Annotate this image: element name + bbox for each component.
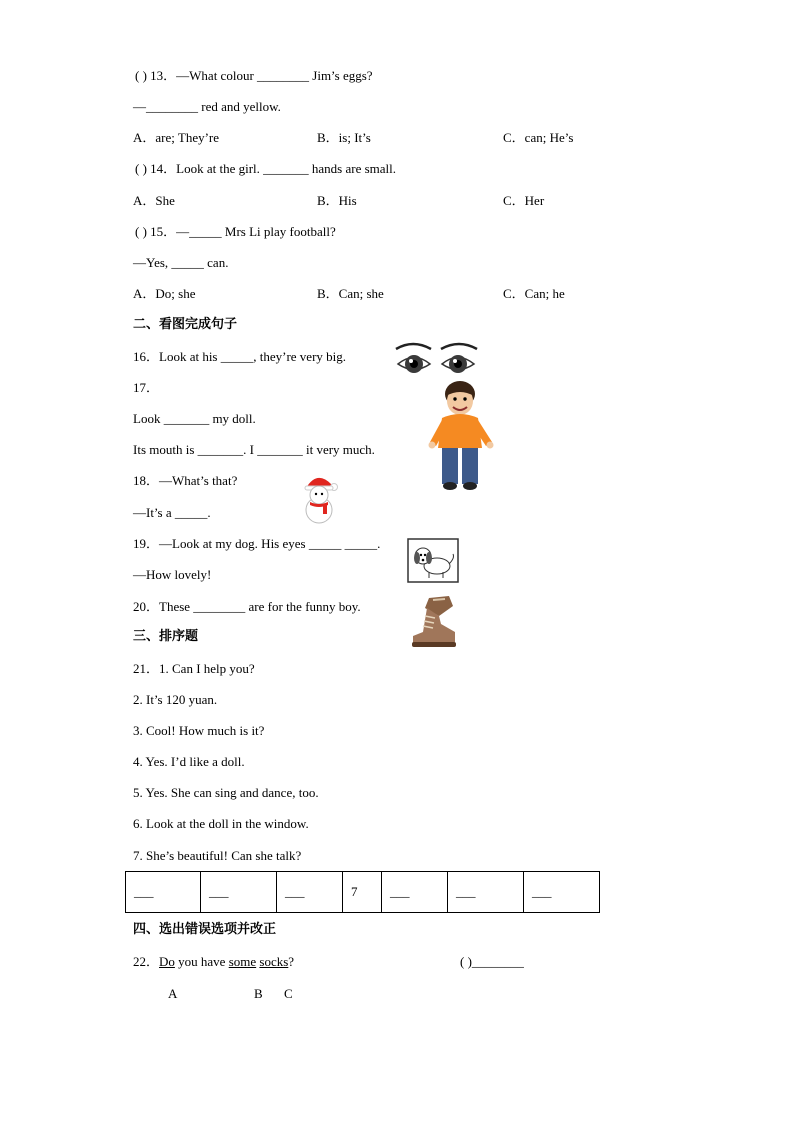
eyes-picture	[393, 341, 479, 379]
q15-option-c[interactable]: C．Can; he	[503, 286, 565, 301]
order-line-2: 2. It’s 120 yuan.	[133, 692, 218, 707]
q18-line2: —It’s a _____.	[133, 505, 211, 520]
q17-line2: Its mouth is _______. I _______ it very much.	[133, 442, 375, 457]
order-line-6: 6. Look at the doll in the window.	[133, 816, 309, 831]
shoes-picture	[409, 594, 459, 650]
answer-cell-4: 7	[343, 872, 382, 913]
q22-label-c: C	[284, 986, 293, 1001]
q13-option-b[interactable]: B．is; It’s	[317, 130, 371, 145]
order-line-3: 3. Cool! How much is it?	[133, 723, 265, 738]
q15-stem: ( ) 15．—_____ Mrs Li play football?	[135, 224, 336, 239]
snowman-picture	[297, 472, 341, 524]
q22-word-c: socks	[259, 954, 289, 969]
order-line-5: 5. Yes. She can sing and dance, too.	[133, 785, 319, 800]
q22-text-3: ?	[288, 954, 295, 969]
q14-option-a[interactable]: A．She	[133, 193, 175, 208]
answer-cell-5[interactable]: ___	[382, 872, 448, 913]
q13-option-c[interactable]: C．can; He’s	[503, 130, 574, 145]
answer-cell-2[interactable]: ___	[201, 872, 277, 913]
q13-option-a[interactable]: A．are; They’re	[133, 130, 220, 145]
dog-picture	[407, 538, 459, 583]
q15-option-a[interactable]: A．Do; she	[133, 286, 196, 301]
order-line-7: 7. She’s beautiful! Can she talk?	[133, 848, 302, 863]
q22-label-b: B	[254, 986, 263, 1001]
section4-title: 四、选出错误选项并改正	[133, 922, 277, 937]
order-line-1: 21．1. Can I help you?	[133, 661, 255, 676]
q22-answer-blank[interactable]: ( )________	[460, 954, 524, 969]
q16-text: 16．Look at his _____, they’re very big.	[133, 349, 347, 364]
answer-cell-7[interactable]: ___	[524, 872, 600, 913]
answer-cell-3[interactable]: ___	[277, 872, 343, 913]
q19-line1: 19．—Look at my dog. His eyes _____ _____.	[133, 536, 381, 551]
answer-cell-1[interactable]: ___	[126, 872, 201, 913]
q19-line2: —How lovely!	[133, 567, 212, 582]
table-row	[126, 872, 600, 913]
q14-option-b[interactable]: B．His	[317, 193, 357, 208]
q22-number: 22．	[133, 954, 160, 969]
q15-reply: —Yes, _____ can.	[133, 255, 229, 270]
q14-option-c[interactable]: C．Her	[503, 193, 545, 208]
q22-text-1: you have	[174, 954, 229, 969]
q17-line1: Look _______ my doll.	[133, 411, 256, 426]
q14-stem: ( ) 14．Look at the girl. _______ hands are small.	[135, 161, 397, 176]
q22-label-a: A	[168, 986, 178, 1001]
q13-reply: —________ red and yellow.	[133, 99, 281, 114]
doll-picture	[426, 378, 498, 492]
answer-cell-6[interactable]: ___	[448, 872, 524, 913]
q13-stem: ( ) 13．—What colour ________ Jim’s eggs?	[135, 68, 373, 83]
order-line-4: 4. Yes. I’d like a doll.	[133, 754, 245, 769]
order-answer-table	[125, 871, 600, 913]
q22-word-b: some	[228, 954, 257, 969]
q17-number: 17．	[133, 380, 160, 395]
q22-word-a: Do	[159, 954, 175, 969]
section3-title: 三、排序题	[133, 629, 199, 644]
q20-text: 20．These ________ are for the funny boy.	[133, 599, 361, 614]
q15-option-b[interactable]: B．Can; she	[317, 286, 384, 301]
q18-line1: 18．—What’s that?	[133, 473, 238, 488]
q22-sentence	[133, 954, 294, 970]
section2-title: 二、看图完成句子	[133, 317, 238, 332]
